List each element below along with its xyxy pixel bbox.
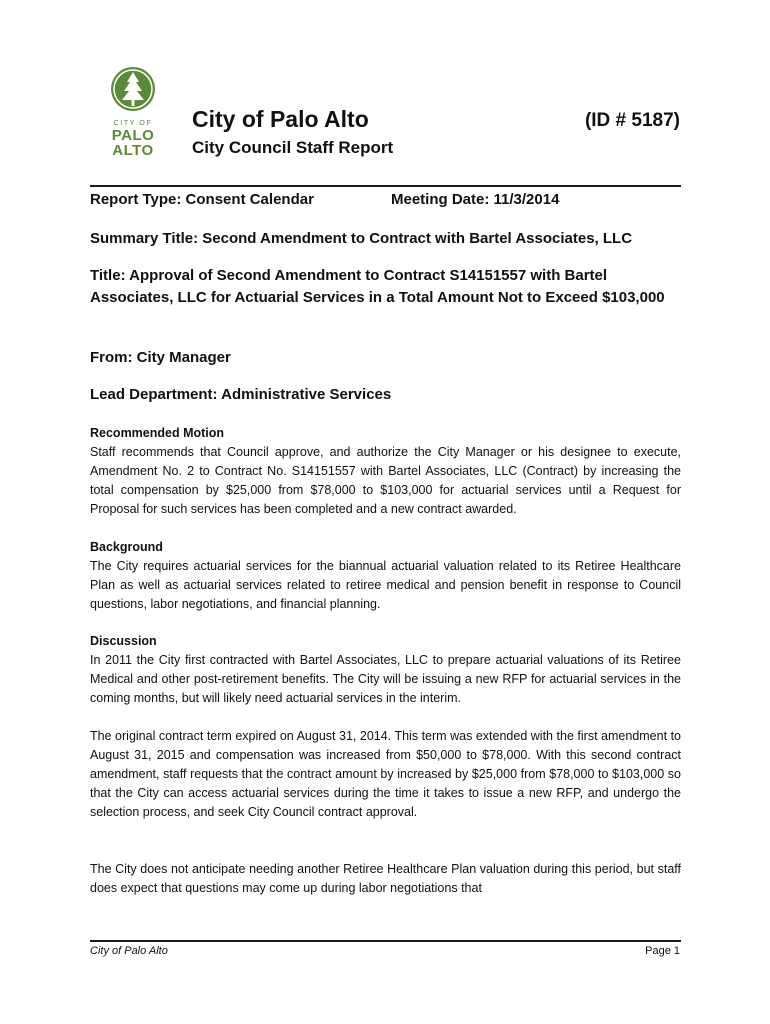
redwood-tree-icon bbox=[110, 66, 156, 112]
meeting-date: Meeting Date: 11/3/2014 bbox=[391, 191, 560, 208]
section-paragraph: The City requires actuarial services for the biannual actuarial valuation related to its Retiree Healthcare Plan as well as actuarial services related to retiree medical and pension benefit in response to Council questions, labor negotiations, and financial planning. bbox=[90, 559, 681, 611]
footer-org: City of Palo Alto bbox=[90, 945, 168, 957]
discussion-anticipate-paragraph: The City does not anticipate needing another Retiree Healthcare Plan valuation during this period, but staff does expect that questions may come up during labor negotiations that bbox=[90, 862, 681, 895]
section-recommended-motion bbox=[90, 424, 681, 519]
section-heading: Discussion bbox=[90, 634, 157, 648]
logo-alto: ALTO bbox=[112, 142, 154, 159]
from-line: From: City Manager bbox=[90, 349, 231, 366]
footer-divider bbox=[90, 940, 681, 942]
section-paragraph: Staff recommends that Council approve, and authorize the City Manager or his designee to execute, Amendment No. 2 to Contract No. S14151557 with Bartel Associates, LLC (Contract) by increasing the total compensation by $25,000 from $78,000 to $103,000 for actuarial services until a Request for Proposal for such services has been completed and a new contract awarded. bbox=[90, 445, 681, 516]
report-title: Title: Approval of Second Amendment to Contract S14151557 with Bartel Associates, LLC for Actuarial Services in a Total Amount Not to Exceed $103,000 bbox=[90, 267, 665, 306]
logo-palo: PALO bbox=[111, 127, 155, 144]
summary-title: Summary Title: Second Amendment to Contract with Bartel Associates, LLC bbox=[90, 230, 633, 247]
header-divider bbox=[90, 185, 681, 187]
page-number: Page 1 bbox=[645, 945, 680, 957]
city-logo bbox=[104, 66, 162, 162]
discussion-term-paragraph: The original contract term expired on August 31, 2014. This term was extended with the first amendment to August 31, 2015 and compensation was increased from $50,000 to $78,000. With this second contract amendment, staff requests that the contract amount by increased by $25,000 from $78,000 to $103,000 so that the City can access actuarial services during the time it takes to issue a new RFP, and undergo the selection process, and seek City Council contract approval. bbox=[90, 729, 681, 819]
section-heading: Recommended Motion bbox=[90, 426, 225, 440]
logo-city-of: CITY OF bbox=[113, 120, 153, 127]
section-discussion bbox=[90, 632, 681, 708]
report-type: Report Type: Consent Calendar bbox=[90, 191, 314, 208]
report-subtitle: City Council Staff Report bbox=[192, 138, 394, 157]
report-id: (ID # 5187) bbox=[584, 110, 680, 131]
section-paragraph: In 2011 the City first contracted with Bartel Associates, LLC to prepare actuarial valuations of its Retiree Medical and other post-retirement benefits. The City will be issuing a new RFP for actuarial services in the coming months, but will likely need actuarial services in the interim. bbox=[90, 653, 681, 705]
section-heading: Background bbox=[90, 540, 163, 554]
org-title: City of Palo Alto bbox=[192, 106, 369, 132]
section-background bbox=[90, 538, 681, 614]
lead-department: Lead Department: Administrative Services bbox=[90, 386, 392, 403]
